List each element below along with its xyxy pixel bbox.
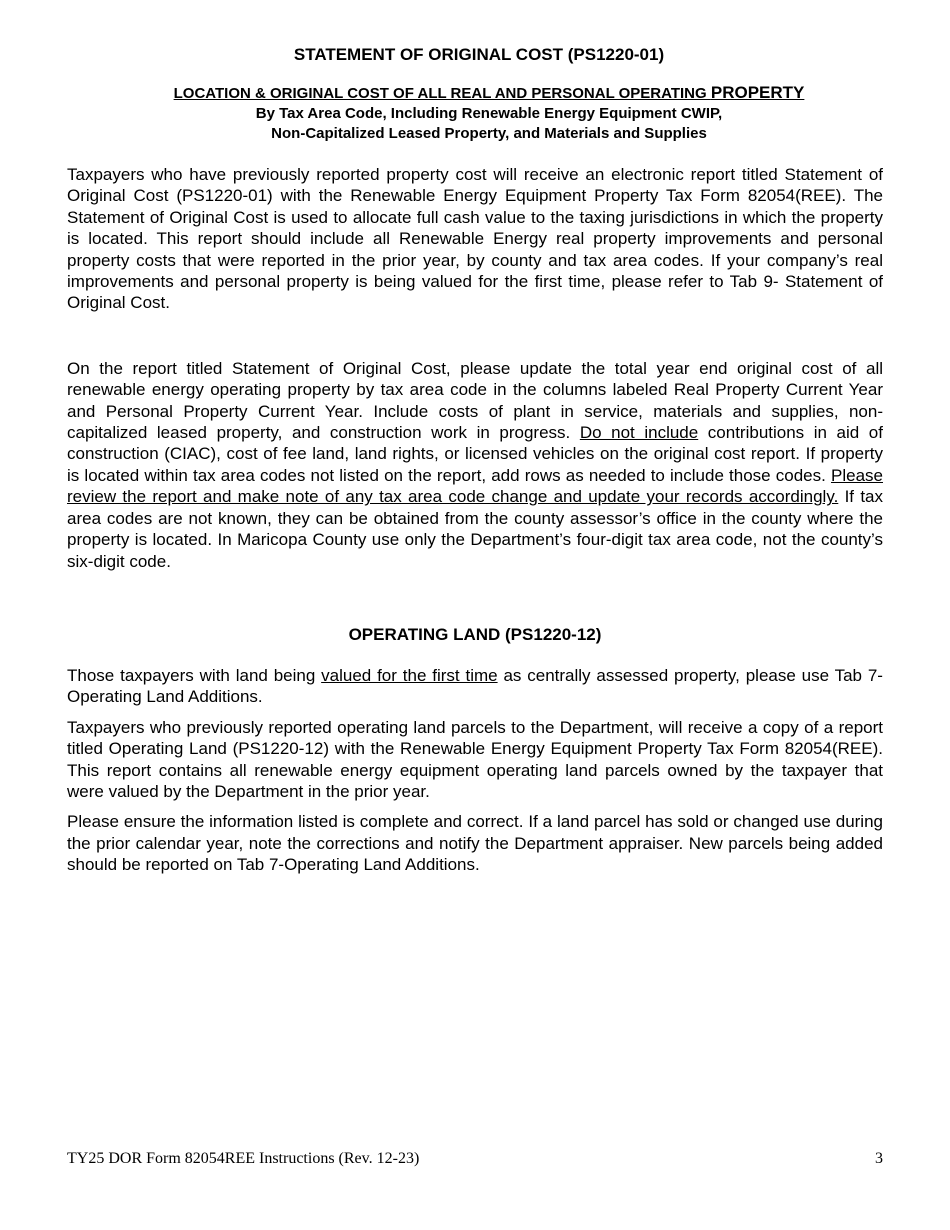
subtitle-line-2: By Tax Area Code, Including Renewable Energy Equipment CWIP,	[255, 105, 723, 122]
subtitle-line-1	[95, 83, 883, 104]
paragraph-2-part-3: If tax area codes are not known, they can be obtained from the county assessor’s office in the county where the property is located. In Maricopa County use only the Department’s four-digit tax area code, not the county’s six-digit code.	[67, 487, 883, 571]
paragraph-2-underline-1: Do not include	[579, 423, 699, 443]
subtitle-line-1-text: LOCATION & ORIGINAL COST OF ALL REAL AND PERSONAL OPERATING	[173, 85, 711, 102]
paragraph-2-part-1: On the report titled Statement of Original Cost, please update the total year end original cost of all renewable energy operating property by tax area code in the columns labeled Real Property Current Year and Personal Property Current Year. Include costs of plant in service, materials and supplies, non-capitalized leased property, and construction work in progress.	[67, 358, 883, 443]
paragraph-operating-land-report: Taxpayers who previously reported operating land parcels to the Department, will receive a copy of a report titled Operating Land (PS1220-12) with the Renewable Energy Equipment Property Tax Form 82054(REE). This report contains all renewable energy equipment operating land parcels owned by the taxpayer that were valued by the Department in the prior year.	[67, 717, 883, 801]
subtitle-line-1-emphasis: PROPERTY	[710, 83, 805, 102]
footer-page-number: 3	[875, 1150, 883, 1167]
paragraph-3-part-1: Those taxpayers with land being	[67, 665, 322, 685]
paragraph-3-part-2: as centrally assessed property, please use Tab 7-Operating Land Additions.	[67, 665, 883, 707]
paragraph-3-underline: valued for the first time	[321, 665, 498, 685]
paragraph-operating-land-corrections: Please ensure the information listed is complete and correct. If a land parcel has sold or changed use during the prior calendar year, note the corrections and notify the Department appraiser. New parcels being added should be reported on Tab 7-Operating Land Additions.	[67, 812, 883, 875]
section-title-operating-land: OPERATING LAND (PS1220-12)	[348, 624, 602, 644]
paragraph-original-cost-intro: Taxpayers who have previously reported property cost will receive an electronic report titled Statement of Original Cost (PS1220-01) with the Renewable Energy Equipment Property Tax Form 82054(REE). The Statement of Original Cost is used to allocate full cash value to the taxing jurisdictions in which the property is located. This report should include all Renewable Energy real property improvements and personal property costs that were reported in the prior year, by county and tax area codes. If your company’s real improvements and personal property is being valued for the first time, please refer to Tab 9- Statement of Original Cost.	[67, 165, 883, 313]
paragraph-2-part-2: contributions in aid of construction (CIAC), cost of fee land, land rights, or licensed vehicles on the original cost report. If property is located within tax area codes not listed on the report, add rows as needed to include those codes.	[67, 423, 883, 485]
paragraph-original-cost-update	[67, 358, 883, 572]
paragraph-operating-land-new	[67, 665, 883, 708]
footer-form-label: TY25 DOR Form 82054REE Instructions (Rev. 12-23)	[67, 1150, 420, 1167]
paragraph-2-underline-2: Please review the report and make note of any tax area code change and update your records accordingly.	[67, 465, 883, 507]
subtitle-block	[95, 83, 883, 144]
subtitle-line-3: Non-Capitalized Leased Property, and Materials and Supplies	[271, 125, 707, 142]
document-page	[67, 44, 883, 876]
page-title: STATEMENT OF ORIGINAL COST (PS1220-01)	[293, 45, 665, 64]
